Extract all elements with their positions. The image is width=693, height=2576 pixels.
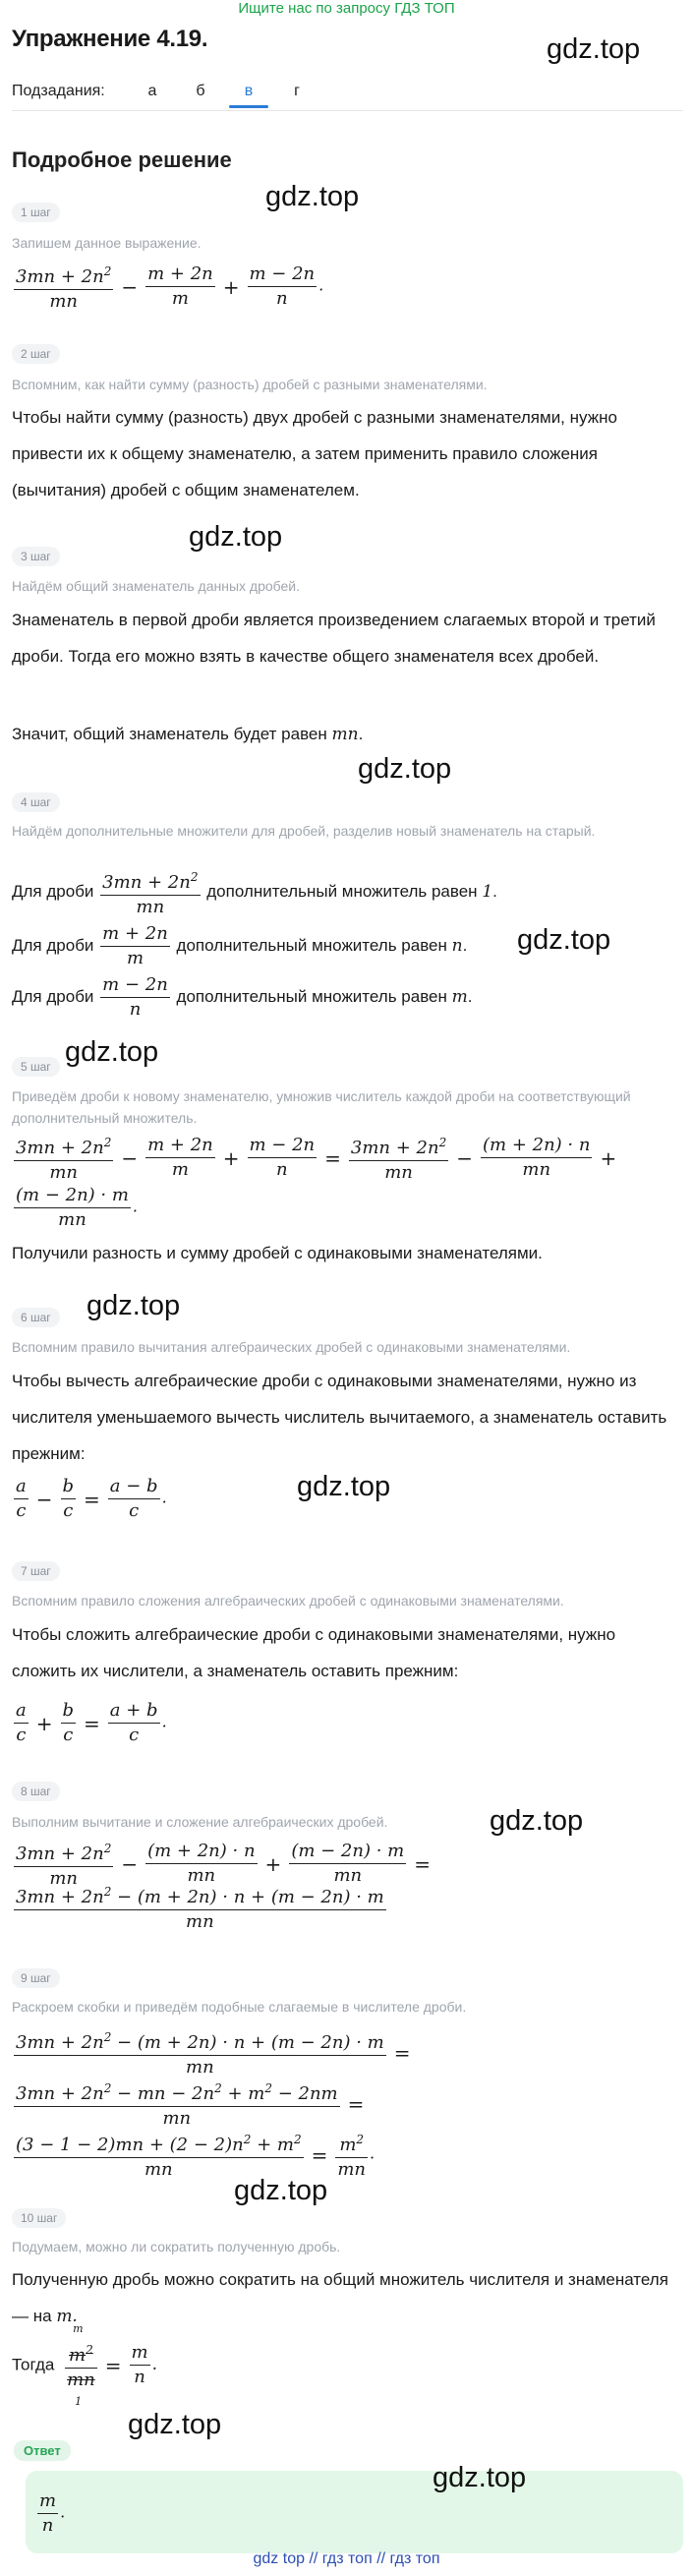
footer-link[interactable]: гдз топ — [321, 2550, 373, 2567]
expression-combined-result: $\frac{3mn + 2n^2 - (m + 2n) \cdot n + (m - 2n) \cdot m}{mn}$ — [12, 1880, 388, 1934]
addition-rule: $\frac{a}{c}$ + $\frac{b}{c}$ = $\frac{a + b}{c}$ . — [16, 1700, 167, 1745]
tab-a[interactable]: а — [147, 83, 157, 99]
answer-badge: Ответ — [14, 2440, 71, 2461]
watermark: gdz.top — [265, 181, 360, 212]
subtraction-rule: $\frac{a}{c}$ − $\frac{b}{c}$ = $\frac{a - b}{c}$ . — [16, 1476, 167, 1521]
step-badge: 2 шаг — [12, 344, 60, 364]
multiplier-row: Для дроби $\frac{m + 2n}{m}$ дополнительный множитель равен n. — [12, 923, 468, 968]
step-badge: 4 шаг — [12, 792, 60, 812]
step-badge: 8 шаг — [12, 1782, 60, 1801]
watermark: gdz.top — [234, 2175, 328, 2206]
active-tab-indicator — [229, 105, 268, 108]
tab-g[interactable]: г — [294, 83, 300, 99]
watermark: gdz.top — [517, 924, 611, 956]
top-banner[interactable]: Ищите нас по запросу ГДЗ ТОП — [238, 0, 455, 17]
tab-v[interactable]: в — [244, 83, 254, 99]
expression-common-denominator: $\frac{3mn + 2n^2}{mn}$ − $\frac{m + 2n}{m}$ + $\frac{m - 2n}{n}$ = $\frac{3mn + 2n^2}{mn}$ − $\frac{(m + 2n) \cdot n}{mn}$ + — [12, 1131, 690, 1185]
watermark: gdz.top — [297, 1471, 391, 1502]
expression-expand-1: $\frac{3mn + 2n^2 - (m + 2n) \cdot n + (m - 2n) \cdot m}{mn}$ = — [12, 2025, 417, 2079]
watermark: gdz.top — [87, 1290, 181, 1321]
step-hint: Вспомним правило сложения алгебраических дробей с одинаковыми знаменателями. — [12, 1593, 564, 1609]
watermark: gdz.top — [547, 33, 641, 65]
page-title: Упражнение 4.19. — [12, 26, 208, 52]
step-hint: Выполним вычитание и сложение алгебраических дробей. — [12, 1814, 388, 1830]
step-text: Значит, общий знаменатель будет равен mn. — [12, 725, 364, 744]
step-badge: 3 шаг — [12, 547, 60, 566]
multiplier-row: Для дроби $\frac{m - 2n}{n}$ дополнительный множитель равен m. — [12, 974, 473, 1020]
watermark: gdz.top — [189, 521, 283, 553]
step-text: Чтобы вычесть алгебраические дроби с одинаковыми знаменателями, нужно из числителя уменьшаемого вычесть числитель вычитаемого, а знаменатель оставить прежним: — [12, 1372, 667, 1463]
step-hint: Подумаем, можно ли сократить полученную дробь. — [12, 2239, 341, 2254]
step-text: Получили разность и сумму дробей с одинаковыми знаменателями. — [12, 1244, 543, 1262]
answer-value: $\frac{m}{n}$ . — [39, 2490, 66, 2536]
step-badge: 10 шаг — [12, 2208, 66, 2228]
tab-b[interactable]: б — [196, 83, 205, 99]
step-text: Чтобы сложить алгебраические дроби с одинаковыми знаменателями, нужно сложить их числители, а знаменатель оставить прежним: — [12, 1625, 616, 1680]
expression-given: $\frac{3mn + 2n^2}{mn}$ − $\frac{m + 2n}{m}$ + $\frac{m - 2n}{n}$ . — [12, 260, 323, 314]
footer-separator: // — [309, 2550, 318, 2567]
watermark: gdz.top — [358, 753, 452, 785]
reduction: Тогда m $\frac{m^2}{mn}$ 1 = $\frac{m}{n}$ . — [12, 2322, 157, 2408]
step-badge: 1 шаг — [12, 203, 60, 222]
step-hint: Раскроем скобки и приведём подобные слагаемые в числителе дроби. — [12, 1999, 467, 2015]
expression-common-denominator-cont: $\frac{(m - 2n) \cdot m}{mn}$ . — [16, 1185, 139, 1230]
step-badge: 5 шаг — [12, 1057, 60, 1077]
step-text: Полученную дробь можно сократить на общий множитель числителя и знаменателя — на m. — [12, 2270, 668, 2326]
step-hint: Запишем данное выражение. — [12, 235, 202, 251]
multiplier-row: Для дроби $\frac{3mn + 2n^2}{mn}$ дополнительный множитель равен 1. — [12, 865, 497, 919]
step-hint: Найдём общий знаменатель данных дробей. — [12, 578, 300, 594]
watermark: gdz.top — [128, 2409, 222, 2440]
step-hint: Найдём дополнительные множители для дробей, разделив новый знаменатель на старый. — [12, 823, 596, 839]
divider — [12, 110, 683, 111]
footer-separator: // — [376, 2550, 386, 2567]
footer-link[interactable]: гдз топ — [389, 2550, 440, 2567]
step-badge: 9 шаг — [12, 1968, 60, 1988]
expression-expand-2: $\frac{3mn + 2n^2 - mn - 2n^2 + m^2 - 2nm}{mn}$ = — [12, 2077, 370, 2131]
watermark: gdz.top — [65, 1036, 159, 1068]
subtasks-label: Подзадания: — [12, 83, 105, 99]
step-hint: Приведём дроби к новому знаменателю, умножив числитель каждой дроби на соответствующий дополнительный множитель. — [12, 1088, 631, 1126]
footer-link[interactable]: gdz top — [253, 2550, 305, 2567]
step-badge: 6 шаг — [12, 1308, 60, 1327]
watermark: gdz.top — [490, 1805, 584, 1837]
solution-heading: Подробное решение — [12, 147, 232, 172]
step-hint: Вспомним, как найти сумму (разность) дробей с разными знаменателями. — [12, 377, 488, 392]
step-text: Чтобы найти сумму (разность) двух дробей с разными знаменателями, нужно привести их к общему знаменателю, а затем применить правило сложения (вычитания) дробей с общим знаменателем. — [12, 408, 617, 499]
watermark: gdz.top — [433, 2462, 527, 2493]
step-text: Знаменатель в первой дроби является произведением слагаемых второй и третий дроби. Тогда его можно взять в качестве общего знаменателя всех дробей. — [12, 611, 656, 666]
expression-combined: $\frac{3mn + 2n^2}{mn}$ − $\frac{(m + 2n) \cdot n}{mn}$ + $\frac{(m - 2n) \cdot m}{mn}$ = — [12, 1837, 436, 1891]
step-hint: Вспомним правило вычитания алгебраических дробей с одинаковыми знаменателями. — [12, 1339, 571, 1355]
footer-links — [0, 2550, 693, 2568]
step-badge: 7 шаг — [12, 1561, 60, 1581]
answer-box — [26, 2471, 683, 2553]
expression-expand-3: $\frac{(3 - 1 - 2)mn + (2 - 2)n^2 + m^2}{mn}$ = $\frac{m^2}{mn}$ . — [12, 2128, 375, 2182]
